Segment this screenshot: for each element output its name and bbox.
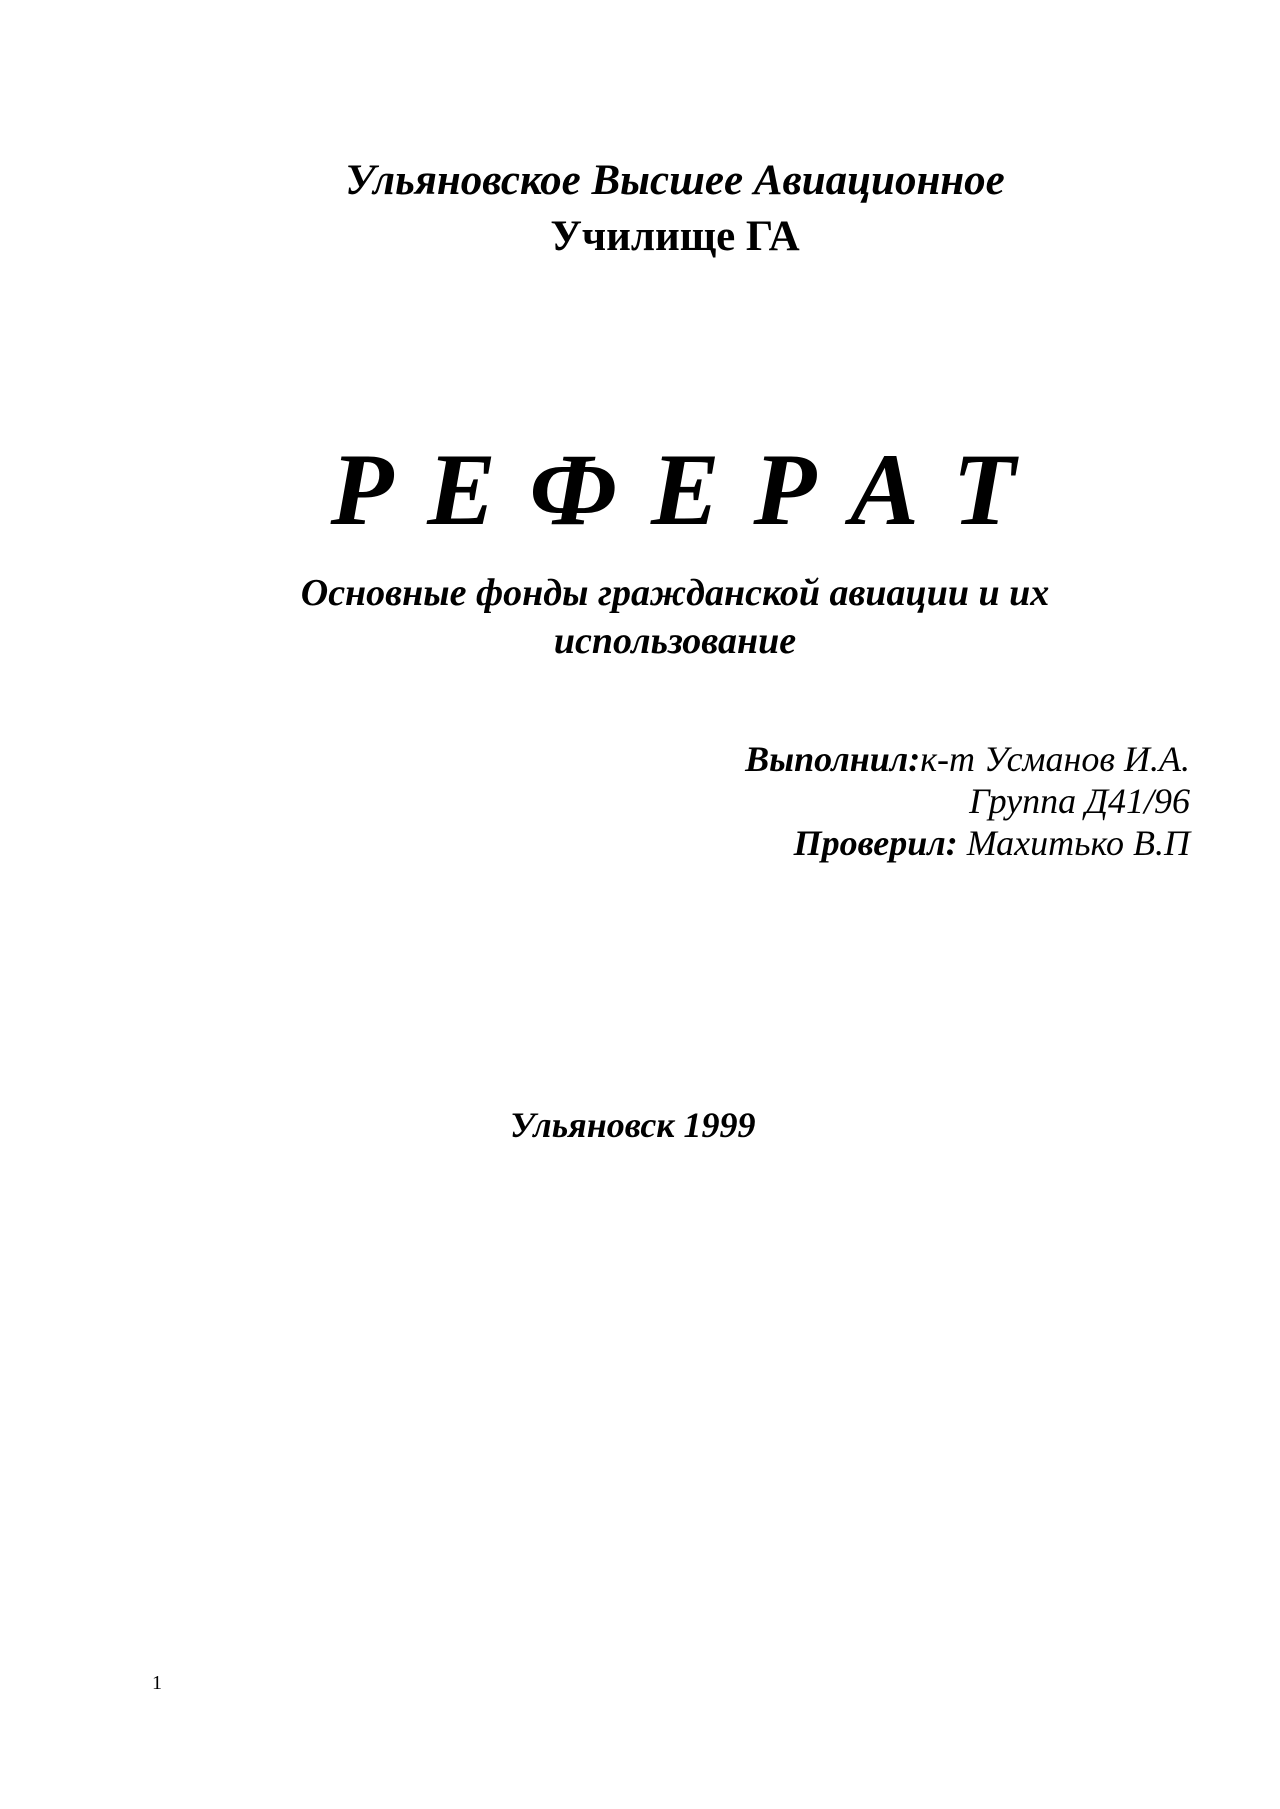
city-year: Ульяновск 1999 [510, 1105, 756, 1145]
performed-by-value: к-т Усманов И.А. [920, 739, 1190, 779]
group-value: Группа Д41/96 [969, 781, 1190, 821]
performed-by-label: Выполнил: [745, 739, 921, 779]
performed-by-row [745, 738, 1190, 780]
topic-title-line2: использование [553, 620, 797, 662]
page-number: 1 [152, 1672, 162, 1694]
author-block [745, 738, 1190, 864]
document-type-title: Р Е Ф Е Р А Т [330, 433, 1020, 547]
topic-title-line1: Основные фонды гражданской авиации и их [300, 572, 1050, 614]
checked-by-value: Махитько В.П [957, 823, 1190, 863]
group-row [745, 780, 1190, 822]
checked-by-row [745, 822, 1190, 864]
checked-by-label: Проверил: [793, 823, 958, 863]
institution-name-line2: Училище ГА [550, 213, 800, 260]
institution-name-line1: Ульяновское Высшее Авиационное [345, 157, 1005, 204]
